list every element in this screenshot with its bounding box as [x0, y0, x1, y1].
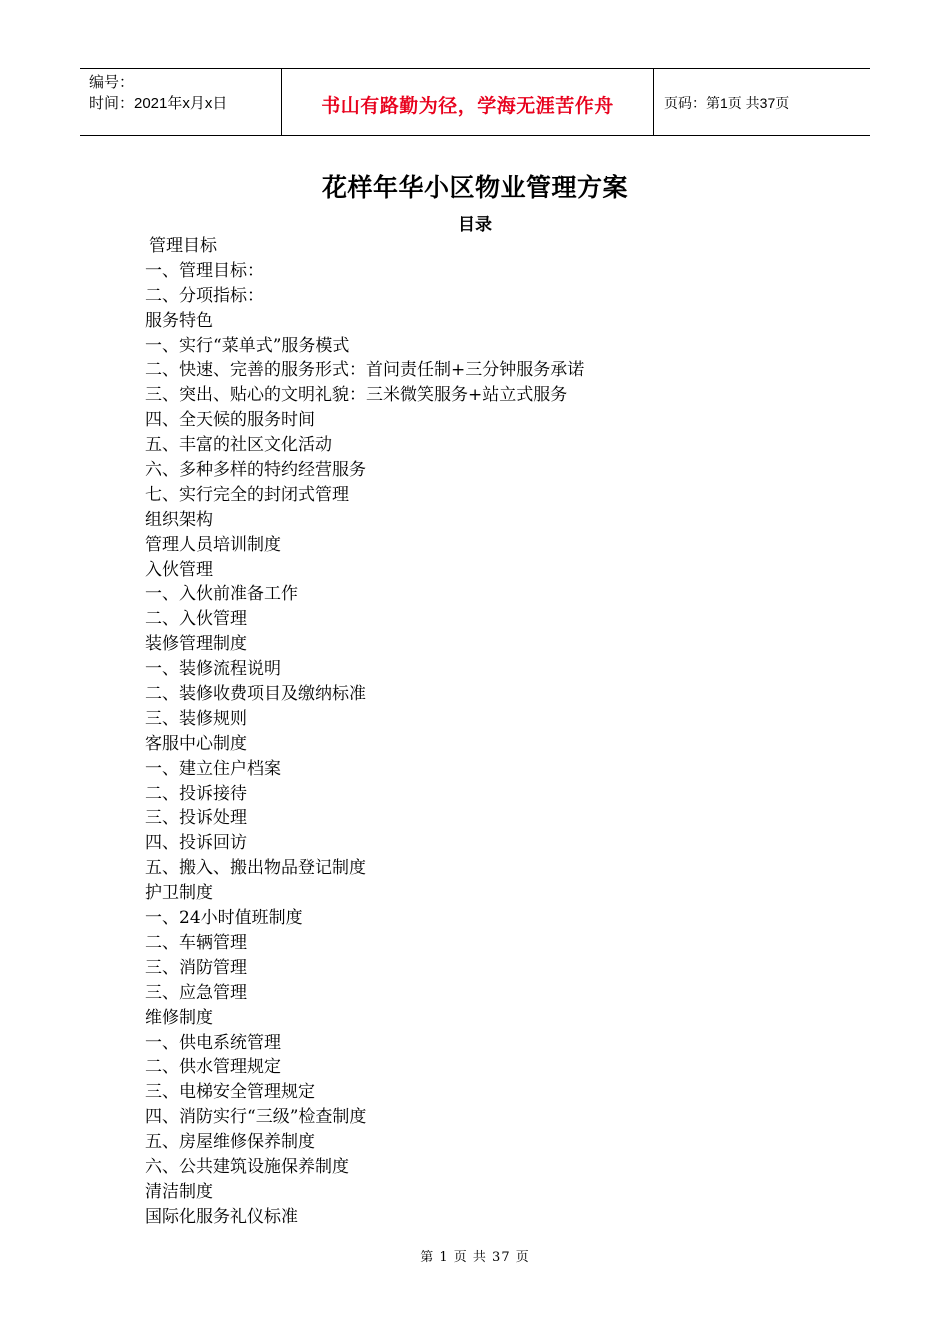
toc-item: 一、实行“菜单式”服务模式	[145, 335, 350, 356]
toc-item: 入伙管理	[145, 559, 213, 580]
toc-item: 国际化服务礼仪标准	[145, 1206, 298, 1227]
number-label: 编号：	[89, 74, 135, 91]
toc-item: 一、装修流程说明	[145, 659, 281, 680]
toc-item: 管理人员培训制度	[145, 534, 281, 555]
toc-heading: 目录	[458, 215, 492, 235]
toc-item: 组织架构	[145, 509, 213, 530]
motto: 书山有路勤为径，学海无涯苦作舟	[321, 94, 614, 117]
header-table	[80, 68, 870, 136]
toc-item: 三、消防管理	[145, 957, 247, 978]
toc-item: 二、投诉接待	[145, 783, 247, 804]
toc-item: 一、供电系统管理	[145, 1032, 281, 1053]
toc-item: 四、消防实行“三级”检查制度	[145, 1107, 367, 1128]
toc-item: 三、电梯安全管理规定	[145, 1082, 315, 1103]
toc-item: 五、搬入、搬出物品登记制度	[145, 858, 366, 879]
toc-item: 客服中心制度	[145, 733, 247, 754]
table-of-contents	[145, 234, 584, 1230]
toc-item: 三、应急管理	[145, 982, 247, 1003]
page-info: 页码：第1页 共37页	[664, 95, 790, 111]
toc-item: 服务特色	[145, 310, 213, 331]
toc-item: 三、投诉处理	[145, 808, 247, 829]
header-page-cell	[654, 69, 870, 135]
toc-item: 五、房屋维修保养制度	[145, 1132, 315, 1153]
toc-item: 一、管理目标：	[145, 260, 264, 281]
toc-item: 二、装修收费项目及缴纳标准	[145, 684, 366, 705]
toc-item: 二、车辆管理	[145, 932, 247, 953]
toc-item: 四、投诉回访	[145, 833, 247, 854]
toc-item: 七、实行完全的封闭式管理	[145, 484, 349, 505]
toc-item: 二、入伙管理	[145, 609, 247, 630]
toc-item: 一、入伙前准备工作	[145, 584, 298, 605]
toc-item: 六、公共建筑设施保养制度	[145, 1156, 349, 1177]
toc-item: 一、24小时值班制度	[145, 908, 303, 929]
toc-item: 三、突出、贴心的文明礼貌：三米微笑服务+站立式服务	[145, 385, 568, 406]
toc-item: 三、装修规则	[145, 708, 247, 729]
toc-item: 四、全天候的服务时间	[145, 410, 315, 431]
toc-item: 护卫制度	[145, 883, 213, 904]
toc-item: 一、建立住户档案	[145, 758, 281, 779]
toc-item: 维修制度	[145, 1007, 213, 1028]
toc-item: 清洁制度	[145, 1181, 213, 1202]
toc-item: 二、分项指标：	[145, 285, 264, 306]
page-title: 花样年华小区物业管理方案	[321, 173, 628, 202]
toc-item: 二、快速、完善的服务形式：首问责任制+三分钟服务承诺	[145, 360, 585, 381]
header-motto-cell	[282, 69, 654, 135]
toc-item: 管理目标	[149, 236, 217, 256]
toc-item: 二、供水管理规定	[145, 1057, 281, 1078]
time-label: 时间：2021年x月x日	[89, 95, 228, 112]
header-meta-cell	[80, 69, 282, 135]
page-footer: 第 1 页 共 37 页	[420, 1250, 530, 1265]
toc-item: 六、多种多样的特约经营服务	[145, 460, 366, 481]
toc-item: 装修管理制度	[145, 634, 247, 655]
toc-item: 五、丰富的社区文化活动	[145, 435, 332, 456]
